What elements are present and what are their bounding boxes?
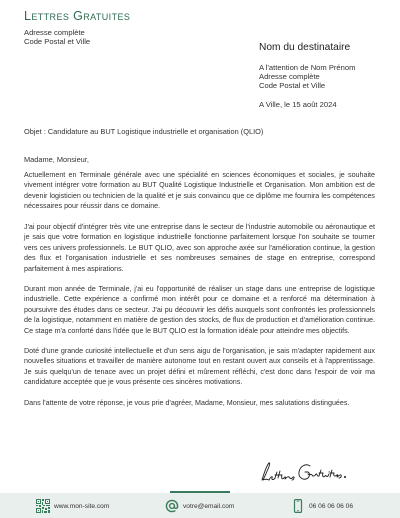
sender-address: Adresse complète bbox=[24, 28, 85, 37]
qr-code-icon bbox=[36, 499, 50, 513]
sender-postal: Code Postal et Ville bbox=[24, 37, 91, 46]
email-text: votre@email.com bbox=[183, 502, 235, 510]
sender-name: Lettres Gratuites bbox=[24, 9, 131, 23]
mobile-phone-icon bbox=[291, 499, 305, 513]
recipient-attention: A l'attention de Nom Prénom bbox=[259, 63, 356, 72]
paragraph-3: Durant mon année de Terminale, j'ai eu l'opportunité de réaliser un stage dans une entreprise de logistique industrielle. Cette expérience a confirmé mon intérêt pour ce domaine et a renforcé ma détermination à poursuivre des études dans ce secteur. J'ai pu découvrir les défis auxquels sont confrontés les professionnels de la logistique, notamment en matière de gestion des stocks, de flux de production et d'amélioration continue. Ce stage m'a conforté dans l'idée que le BUT QLIO est la formation idéale pour atteindre mes objectifs. bbox=[24, 285, 375, 335]
recipient-address: Adresse complète bbox=[259, 72, 320, 81]
footer-phone bbox=[291, 499, 353, 513]
salutation: Madame, Monsieur, bbox=[24, 155, 89, 164]
paragraph-5: Dans l'attente de votre réponse, je vous prie d'agréer, Madame, Monsieur, mes salutations distinguées. bbox=[24, 399, 350, 407]
recipient-name: Nom du destinataire bbox=[259, 42, 351, 53]
paragraph-2: J'ai pour objectif d'intégrer très vite une entreprise dans le secteur de l'industrie automobile ou aéronautique et je sais que votre formation en logistique industrielle fonctionne parfaitement lorsque l'on souhaite se tourner vers ces univers professionnels. Le BUT QLIO, avec son approche axée sur l'amélioration continue, la gestion des flux et l'organisation industrielle et ses nombreuses semaines de stage en entreprise, correspond parfaitement à mes aspirations. bbox=[24, 223, 375, 273]
paragraph-4: Doté d'une grande curiosité intellectuelle et d'un sens aigu de l'organisation, je sais m'adapter rapidement aux nouvelles situations et travailler de manière autonome tout en restant ouvert aux conseils et à l'apprentissage. Je suis quelqu'un de tenace avec un projet défini et mûrement réfléchi, c'est donc dans l'espoir de voir ma candidature acceptée que je vous présente ces sincères motivations. bbox=[24, 347, 375, 387]
footer-email bbox=[165, 499, 234, 513]
at-sign-icon bbox=[165, 499, 179, 513]
letter-subject: Objet : Candidature au BUT Logistique industrielle et organisation (QLIO) bbox=[24, 127, 264, 136]
website-text: www.mon-site.com bbox=[54, 502, 110, 510]
handwritten-signature bbox=[258, 460, 354, 484]
paragraph-1: Actuellement en Terminale générale avec une spécialité en sciences économiques et sociales, je souhaite vivement intégrer votre formation au BUT Qualité Logistique Industrielle et Organisation. Mon ambition est de devenir logisticien ou technicien de la qualité et je suis convaincu que ce diplôme me fournira les compétences nécessaires pour réussir dans ce domaine. bbox=[24, 171, 375, 211]
footer-website bbox=[36, 499, 109, 513]
phone-text: 06 06 06 06 06 bbox=[309, 502, 353, 510]
letter-date: A Ville, le 15 août 2024 bbox=[259, 100, 337, 109]
recipient-postal: Code Postal et Ville bbox=[259, 81, 326, 90]
